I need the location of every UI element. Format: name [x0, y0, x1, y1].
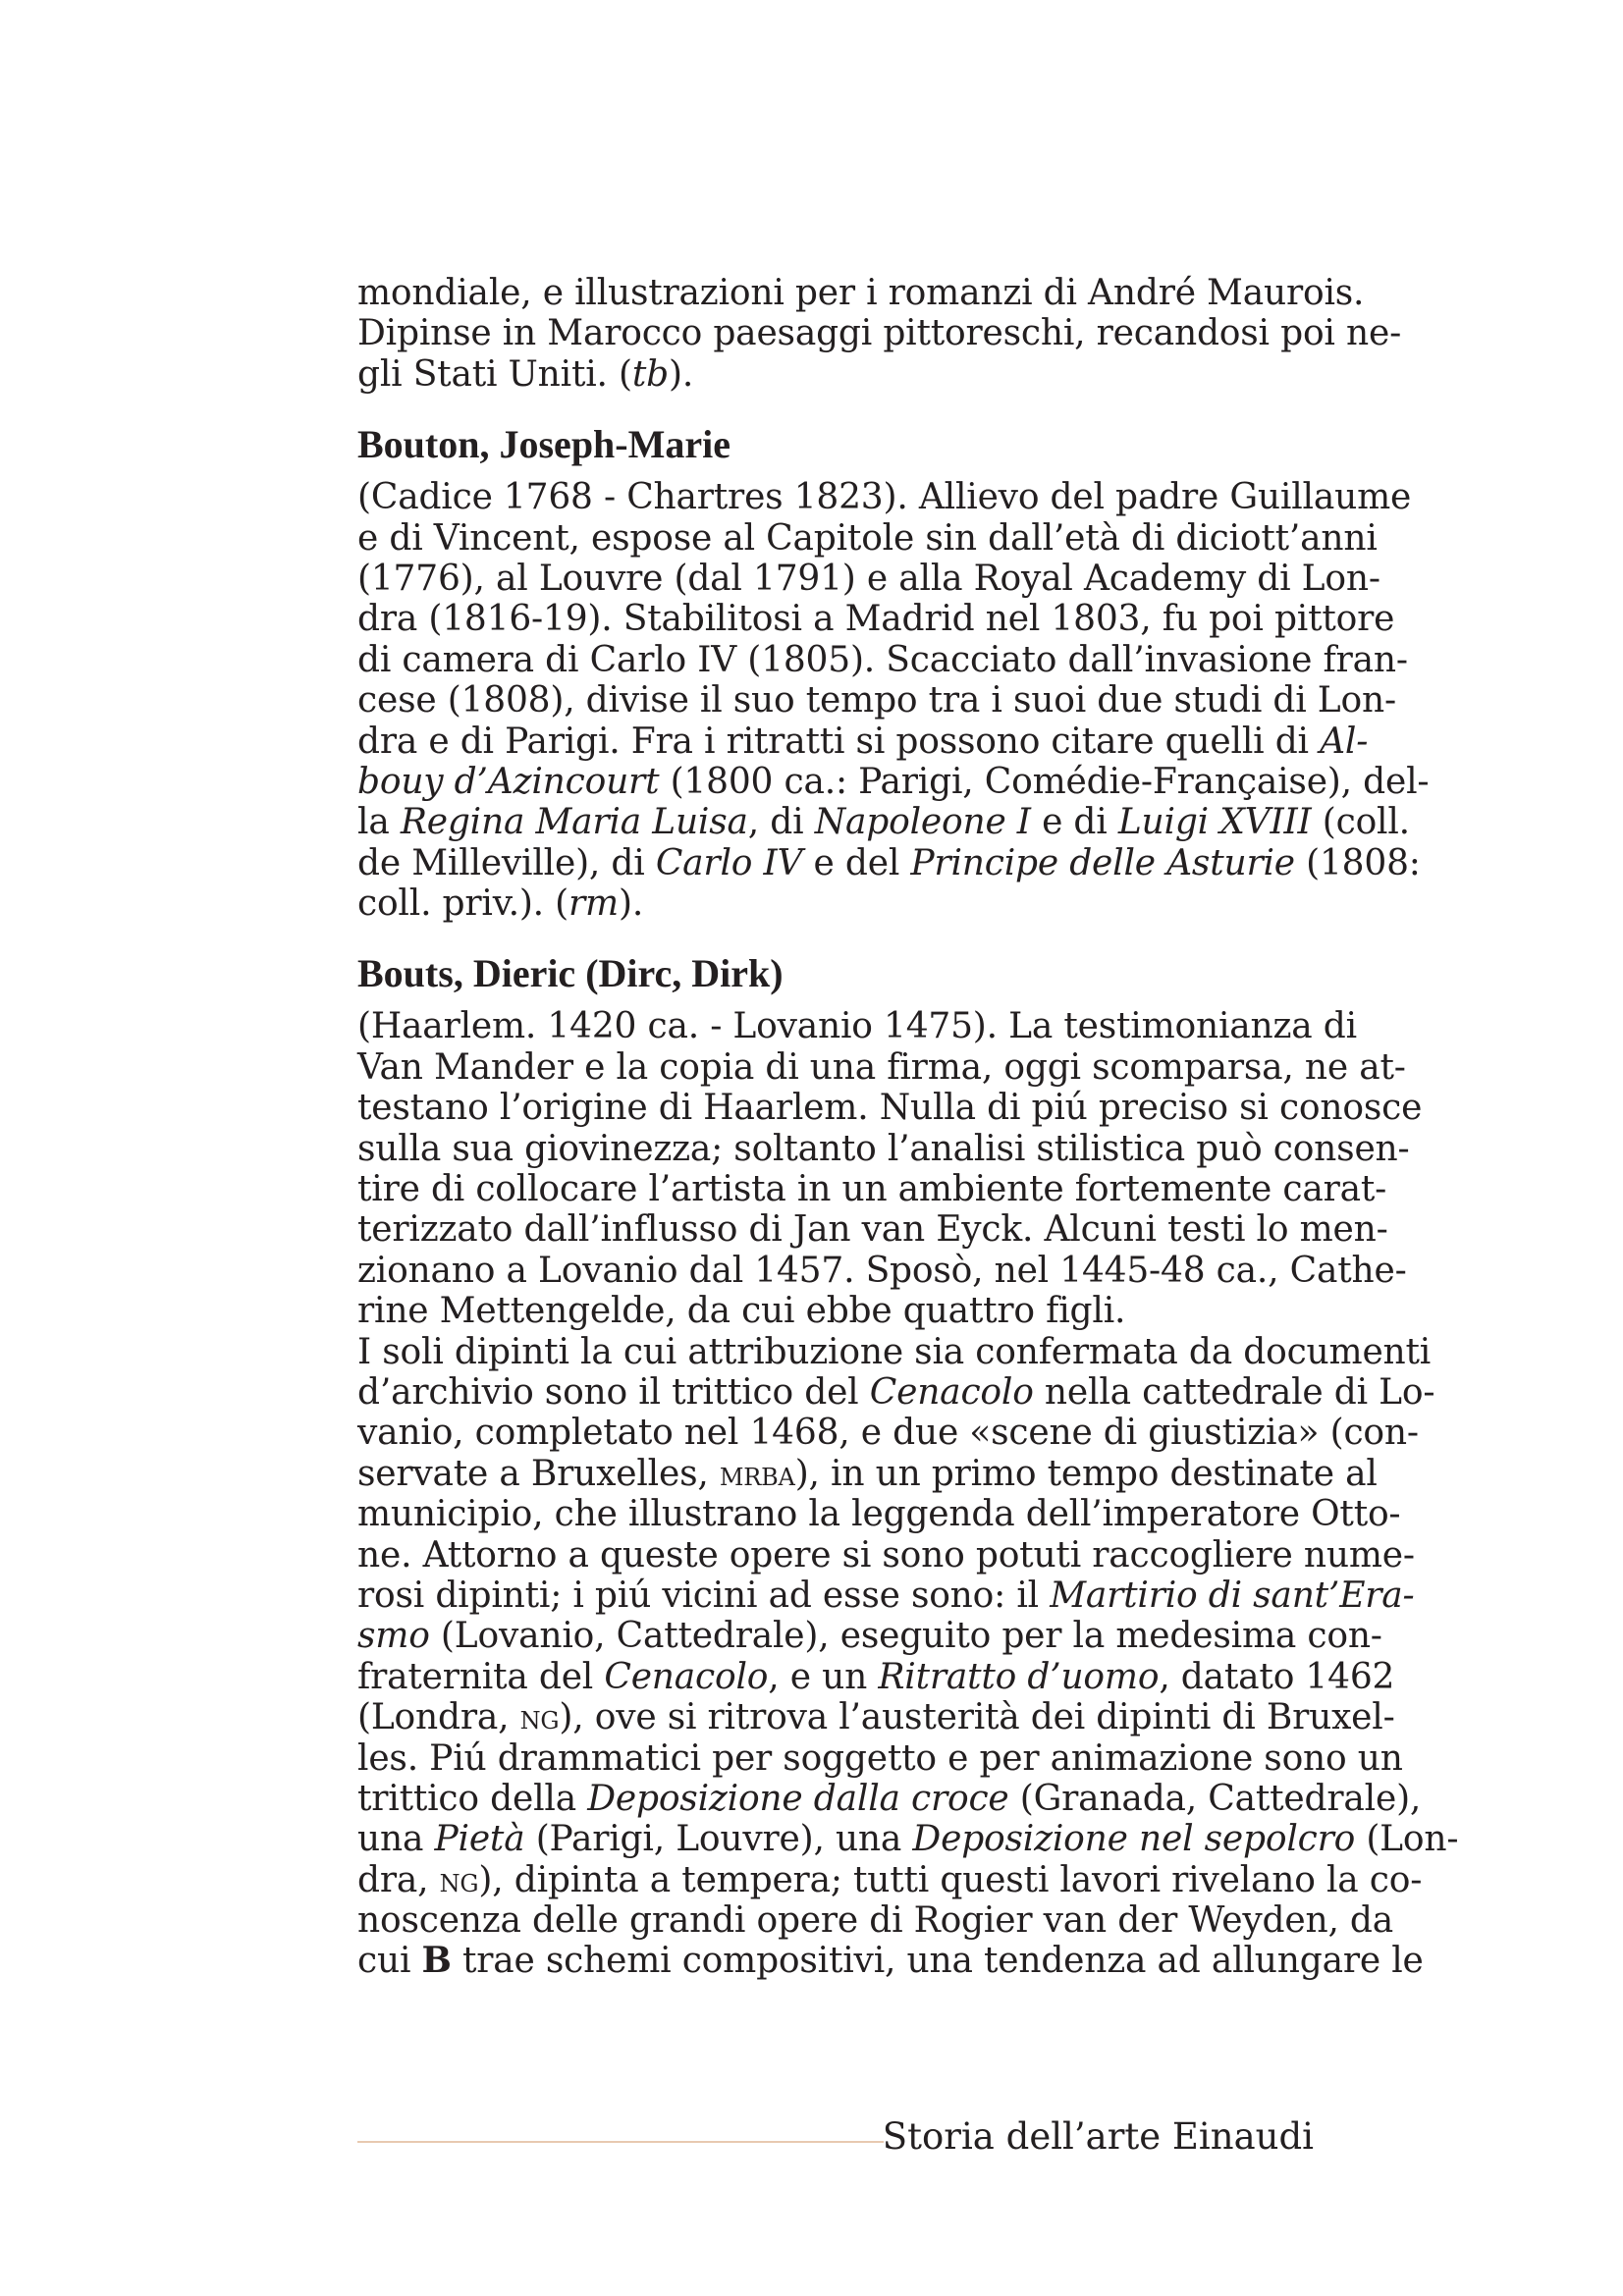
- text-line: noscenza delle grandi opere di Rogier van der Weyden, da: [357, 1900, 1394, 1942]
- intro-paragraph: [357, 273, 1402, 395]
- text-line: di camera di Carlo IV (1805). Scacciato dall’invasione fran-: [357, 639, 1408, 680]
- text-line: de Milleville), di Carlo IV e del Principe delle Asturie (1808:: [357, 842, 1421, 883]
- text-line: terizzato dall’influsso di Jan van Eyck. Alcuni testi lo men-: [357, 1209, 1388, 1251]
- text-line: e di Vincent, espose al Capitole sin dall’età di diciott’anni: [357, 517, 1378, 559]
- footer-publisher-title: Storia dell’arte Einaudi: [882, 2115, 1314, 2158]
- text-line: les. Piú drammatici per soggetto e per animazione sono un: [357, 1737, 1403, 1779]
- text-line: coll. priv.). (rm).: [357, 883, 644, 925]
- text-line: la Regina Maria Luisa, di Napoleone I e di Luigi XVIII (coll.: [357, 802, 1410, 843]
- text-line: cui B trae schemi compositivi, una tendenza ad allungare le: [357, 1940, 1424, 1982]
- text-line: Dipinse in Marocco paesaggi pittoreschi, recandosi poi ne-: [357, 313, 1402, 354]
- text-line: ne. Attorno a queste opere si sono potuti raccogliere nume-: [357, 1534, 1415, 1575]
- text-line: Van Mander e la copia di una firma, oggi scomparsa, ne at-: [357, 1046, 1406, 1088]
- text-line: dra, ng), dipinta a tempera; tutti questi lavori rivelano la co-: [357, 1859, 1423, 1900]
- text-line: rine Mettengelde, da cui ebbe quattro figli.: [357, 1291, 1126, 1332]
- text-line: trittico della Deposizione dalla croce (Granada, Cattedrale),: [357, 1778, 1422, 1819]
- text-line: fraternita del Cenacolo, e un Ritratto d’uomo, datato 1462: [357, 1656, 1395, 1697]
- entry-heading-bouton: Bouton, Joseph-Marie: [357, 422, 730, 467]
- text-line: (Haarlem. 1420 ca. - Lovanio 1475). La testimonianza di: [357, 1006, 1357, 1047]
- text-line: municipio, che illustrano la leggenda dell’imperatore Otto-: [357, 1494, 1401, 1535]
- text-line: (Londra, ng), ove si ritrova l’austerità dei dipinti di Bruxel-: [357, 1697, 1395, 1738]
- text-line: sulla sua giovinezza; soltanto l’analisi stilistica può consen-: [357, 1128, 1410, 1169]
- text-column: [357, 273, 1459, 1982]
- text-line: una Pietà (Parigi, Louvre), una Deposizione nel sepolcro (Lon-: [357, 1819, 1459, 1860]
- text-line: servate a Bruxelles, mrba), in un primo tempo destinate al: [357, 1453, 1378, 1494]
- text-line: dra (1816-19). Stabilitosi a Madrid nel 1803, fu poi pittore: [357, 599, 1395, 640]
- text-line: cese (1808), divise il suo tempo tra i suoi due studi di Lon-: [357, 680, 1396, 721]
- text-line: mondiale, e illustrazioni per i romanzi di André Maurois.: [357, 273, 1365, 313]
- text-line: gli Stati Uniti. (tb).: [357, 353, 694, 395]
- footer-rule: [357, 2141, 884, 2143]
- text-line: d’archivio sono il trittico del Cenacolo nella cattedrale di Lo-: [357, 1371, 1435, 1413]
- text-line: testano l’origine di Haarlem. Nulla di piú preciso si conosce: [357, 1088, 1423, 1129]
- text-line: I soli dipinti la cui attribuzione sia confermata da documenti: [357, 1331, 1432, 1372]
- text-line: smo (Lovanio, Cattedrale), eseguito per la medesima con-: [357, 1616, 1382, 1657]
- entry-body-bouton: [357, 477, 1430, 925]
- entry-body-bouts: [357, 1006, 1459, 1982]
- text-line: vanio, completato nel 1468, e due «scene di giustizia» (con-: [357, 1413, 1419, 1454]
- text-line: (1776), al Louvre (dal 1791) e alla Royal Academy di Lon-: [357, 558, 1380, 599]
- text-line: rosi dipinti; i piú vicini ad esse sono: il Martirio di sant’Era-: [357, 1575, 1415, 1616]
- text-line: bouy d’Azincourt (1800 ca.: Parigi, Comédie-Française), del-: [357, 761, 1430, 802]
- text-line: zionano a Lovanio dal 1457. Sposò, nel 1445-48 ca., Cathe-: [357, 1250, 1407, 1291]
- entry-heading-bouts: Bouts, Dieric (Dirc, Dirk): [357, 951, 784, 996]
- text-line: (Cadice 1768 - Chartres 1823). Allievo del padre Guillaume: [357, 477, 1412, 518]
- text-line: dra e di Parigi. Fra i ritratti si possono citare quelli di Al-: [357, 721, 1369, 762]
- text-line: tire di collocare l’artista in un ambiente fortemente carat-: [357, 1169, 1387, 1210]
